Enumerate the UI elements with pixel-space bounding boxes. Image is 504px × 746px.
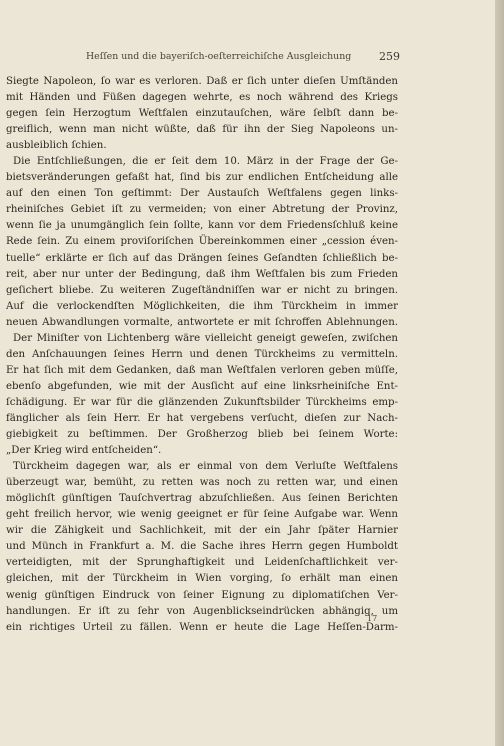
text-line: gegen ſein Herzogtum Weſtfalen einzutauſchen, wäre ſelbſt dann be- — [6, 108, 398, 120]
text-line: reit, aber nur unter der Bedingung, daß ihm Weſtfalen bis zum Frieden — [6, 268, 398, 280]
text-line: den Anſchauungen ſeines Herrn und denen Türckheims zu vermitteln. — [6, 348, 398, 360]
text-line: mit Händen und Füßen dagegen wehrte, es noch während des Kriegs — [6, 92, 398, 104]
text-line: neuen Abwandlungen vormalte, antwortete er mit ſchroffen Ablehnungen. — [6, 316, 398, 328]
text-line: verteidigten, mit der Sprunghaftigkeit und Leidenſchaftlichkeit ver- — [6, 557, 398, 569]
printer-signature-mark: 17 — [367, 614, 378, 623]
text-line: überzeugt war, bemüht, zu retten was noch zu retten war, und einen — [6, 477, 398, 489]
text-line: möglichſt günſtigen Tauſchvertrag abzuſchließen. Aus ſeinen Berichten — [6, 493, 398, 505]
text-line: Auf die verlockendſten Möglichkeiten, die ihm Türckheim in immer — [6, 300, 398, 312]
text-line: geht freilich hervor, wie wenig geeignet er für ſeine Aufgabe war. Wenn — [6, 509, 398, 521]
text-line: Der Miniſter von Lichtenberg wäre vielleicht geneigt geweſen, zwiſchen — [13, 332, 398, 344]
text-line: handlungen. Er iſt zu ſehr von Augenblickseindrücken abhängig, um — [6, 605, 398, 617]
text-line: greiflich, wenn man nicht wüßte, daß für ihn der Sieg Napoleons un- — [6, 124, 398, 136]
text-line: bietsveränderungen gefaßt hat, ſind bis zur endlichen Entſcheidung alle — [6, 172, 398, 184]
text-line: Siegte Napoleon, ſo war es verloren. Daß er ſich unter dieſen Umſtänden — [6, 76, 398, 87]
text-line: geſichert bliebe. Zu weiteren Zugeſtändniſſen war er nicht zu bringen. — [6, 284, 398, 296]
text-line: Rede ſein. Zu einem proviſoriſchen Übereinkommen einer „cession éven- — [6, 236, 398, 248]
text-line: ein richtiges Urteil zu fällen. Wenn er heute die Lage Heſſen-Darm- — [6, 621, 398, 633]
running-title: Heſſen und die bayeriſch-oeſterreichiſche Ausgleichung — [86, 51, 352, 62]
text-line: wenn ſie ja unumgänglich ſein ſollte, kann vor dem Friedensſchluß keine — [6, 220, 398, 232]
text-line: ausbleiblich ſchien. — [6, 140, 107, 152]
text-line: Türckheim dagegen war, als er einmal von dem Verluſte Weſtfalens — [13, 461, 398, 473]
text-line: ebenſo abgefunden, wie mit der Ausſicht auf eine linksrheiniſche Ent- — [6, 380, 398, 392]
running-head — [0, 49, 495, 65]
page-number: 259 — [379, 50, 400, 63]
page-edge — [495, 0, 504, 746]
text-line: wenig günſtigen Eindruck von ſeiner Eignung zu diplomatiſchen Ver- — [6, 589, 398, 601]
text-line: gleichen, mit der Türckheim in Wien vorging, ſo erhält man einen — [6, 573, 398, 585]
body-text — [6, 74, 398, 636]
text-line: fänglicher als ſein Herr. Er hat vergebens verſucht, dieſen zur Nach- — [6, 412, 398, 424]
text-line: auf den einen Ton geſtimmt: Der Austauſch Weſtfalens gegen links- — [6, 188, 398, 200]
text-line: ſchädigung. Er war für die glänzenden Zukunftsbilder Türckheims emp- — [6, 396, 398, 408]
text-line: rheiniſches Gebiet iſt zu vermeiden; von einer Abtretung der Provinz, — [6, 204, 398, 216]
text-line: wir die Zähigkeit und Sachlichkeit, mit der ein Jahr ſpäter Harnier — [6, 525, 398, 537]
text-line: „Der Krieg wird entſcheiden“. — [6, 445, 162, 457]
text-line: Er hat ſich mit dem Gedanken, daß man Weſtfalen verloren geben müſſe, — [6, 364, 398, 376]
text-line: und Münch in Frankfurt a. M. die Sache ihres Herrn gegen Humboldt — [6, 541, 398, 553]
text-line: Die Entſchließungen, die er ſeit dem 10. März in der Frage der Ge- — [13, 156, 398, 168]
text-line: giebigkeit zu beſtimmen. Der Großherzog blieb bei ſeinem Worte: — [6, 429, 398, 441]
text-line: tuelle“ erklärte er ſich auf das Drängen ſeines Geſandten ſchließlich be- — [6, 252, 398, 264]
